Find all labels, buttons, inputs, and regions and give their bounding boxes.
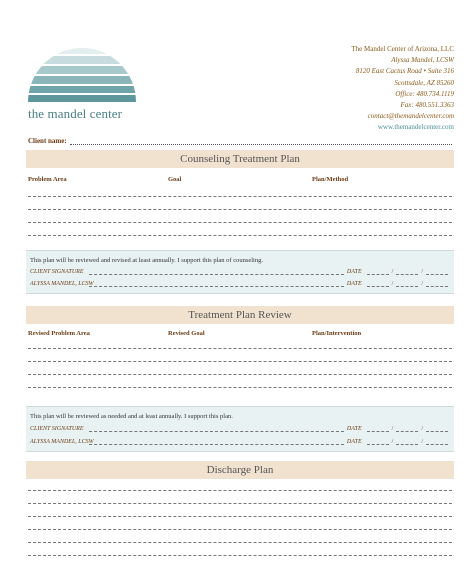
date-month-field[interactable] (367, 439, 389, 445)
treatment-signature-box (26, 250, 454, 294)
review-line[interactable] (28, 361, 452, 362)
treatment-line[interactable] (28, 222, 452, 223)
discharge-line[interactable] (28, 503, 452, 504)
client-signature-row: CLIENT SIGNATURE DATE / / (30, 426, 450, 432)
discharge-line[interactable] (28, 516, 452, 517)
date-year-field[interactable] (426, 269, 448, 275)
review-line[interactable] (28, 374, 452, 375)
col-revised-problem-area: Revised Problem Area (28, 330, 90, 337)
date-day-field[interactable] (396, 426, 418, 432)
clinician-signature-row: ALYSSA MANDEL, LCSW DATE / / (30, 281, 450, 287)
clinician-signature-field[interactable] (89, 439, 344, 445)
review-statement: This plan will be reviewed as needed and at least annually. I support this plan. (30, 413, 233, 420)
col-problem-area: Problem Area (28, 176, 67, 183)
clinician-name: Alyssa Mandel, LCSW (391, 56, 454, 65)
logo-wordmark: the mandel center (28, 106, 123, 121)
date-year-field[interactable] (426, 426, 448, 432)
date-month-field[interactable] (367, 426, 389, 432)
date-month-field[interactable] (367, 269, 389, 275)
street-address: 8120 East Cactus Road • Suite 316 (355, 67, 454, 76)
clinician-signature-field[interactable] (89, 281, 344, 287)
treatment-line[interactable] (28, 209, 452, 210)
col-revised-goal: Revised Goal (168, 330, 205, 337)
review-line[interactable] (28, 387, 452, 388)
review-signature-box (26, 406, 454, 452)
website-link[interactable]: www.themandelcenter.com (377, 123, 454, 132)
date-label: DATE (346, 439, 362, 445)
date-day-field[interactable] (396, 269, 418, 275)
client-name-label: Client name: (28, 137, 67, 145)
clinician-signature-row: ALYSSA MANDEL, LCSW DATE / / (30, 439, 450, 445)
email-link[interactable]: contact@themandelcenter.com (367, 112, 454, 121)
discharge-line[interactable] (28, 542, 452, 543)
date-label: DATE (346, 426, 362, 432)
date-day-field[interactable] (396, 281, 418, 287)
client-signature-row: CLIENT SIGNATURE DATE / / (30, 269, 450, 275)
contact-block (351, 44, 454, 134)
discharge-line[interactable] (28, 490, 452, 491)
date-year-field[interactable] (426, 439, 448, 445)
discharge-line[interactable] (28, 529, 452, 530)
fax-number: Fax: 480.551.3363 (400, 101, 454, 110)
client-name-row (28, 137, 452, 145)
treatment-plan-header: Counseling Treatment Plan (26, 150, 454, 168)
review-line[interactable] (28, 348, 452, 349)
col-plan-method: Plan/Method (312, 176, 349, 183)
client-signature-field[interactable] (89, 426, 344, 432)
org-name: The Mandel Center of Arizona, LLC (351, 45, 454, 53)
date-label: DATE (346, 269, 362, 275)
treatment-review-header: Treatment Plan Review (26, 306, 454, 324)
date-label: DATE (346, 281, 362, 287)
col-goal: Goal (168, 176, 182, 183)
client-name-field[interactable] (70, 137, 452, 145)
date-day-field[interactable] (396, 439, 418, 445)
treatment-statement: This plan will be reviewed and revised at least annually. I support this plan of counseling. (30, 257, 263, 264)
client-signature-label: CLIENT SIGNATURE (30, 269, 84, 275)
date-month-field[interactable] (367, 281, 389, 287)
clinician-signature-label: ALYSSA MANDEL, LCSW (30, 281, 94, 287)
client-signature-label: CLIENT SIGNATURE (30, 426, 84, 432)
treatment-line[interactable] (28, 235, 452, 236)
city-address: Scottsdale, AZ 85260 (394, 78, 454, 87)
sunrise-logo-icon (28, 46, 136, 102)
date-year-field[interactable] (426, 281, 448, 287)
treatment-line[interactable] (28, 196, 452, 197)
discharge-plan-header: Discharge Plan (26, 461, 454, 479)
clinician-signature-label: ALYSSA MANDEL, LCSW (30, 439, 94, 445)
discharge-line[interactable] (28, 555, 452, 556)
col-plan-intervention: Plan/Intervention (312, 330, 362, 337)
client-signature-field[interactable] (89, 269, 344, 275)
office-phone: Office: 480.734.1119 (395, 89, 454, 98)
